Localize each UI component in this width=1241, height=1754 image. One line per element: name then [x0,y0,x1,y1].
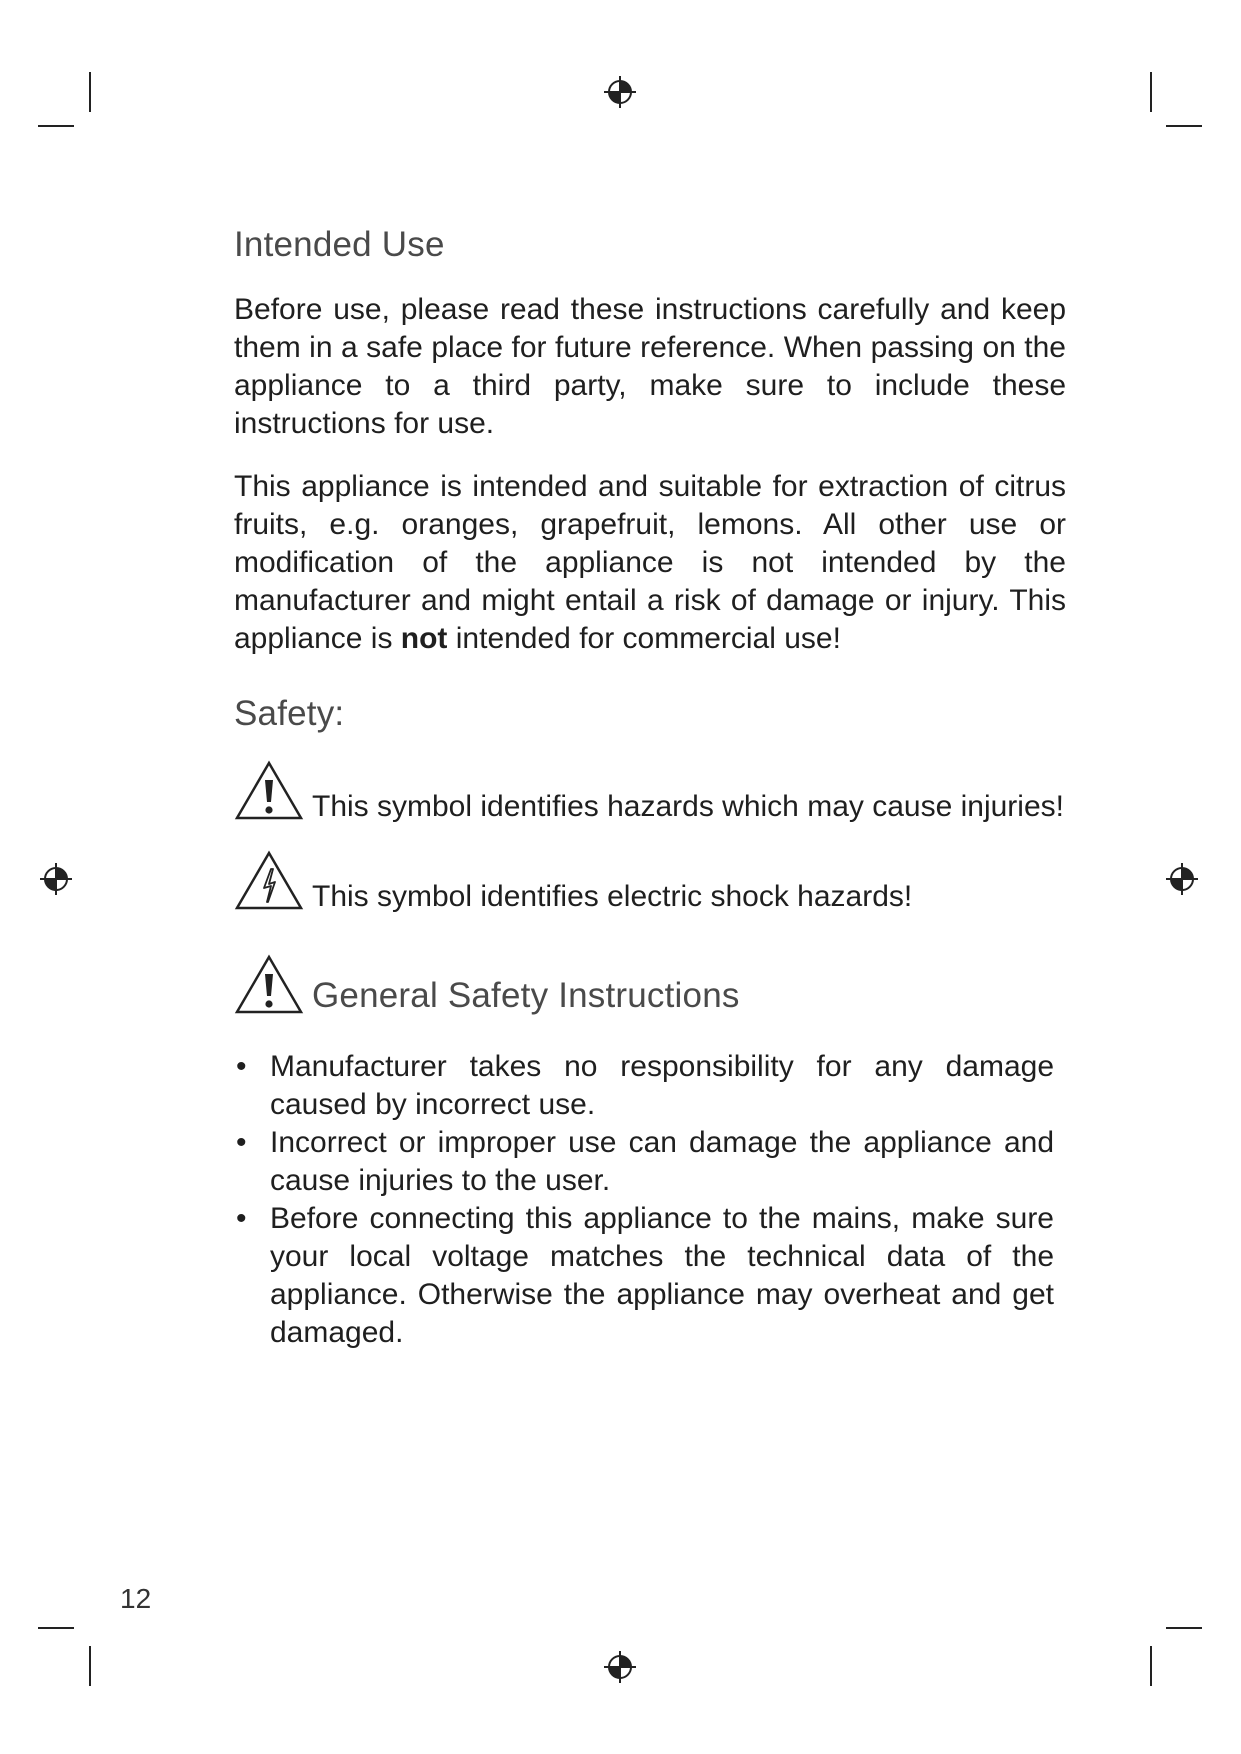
registration-mark-icon [603,1650,637,1684]
crop-mark [38,1627,74,1629]
list-item [234,1124,1054,1200]
list-item-text: Before connecting this appliance to the mains, make sure your local voltage matches the technical data of the appliance. Otherwise the appliance may overheat and get damaged. [270,1202,1054,1349]
crop-mark [38,125,74,127]
bullet-icon: • [236,1202,247,1235]
registration-mark-icon [1165,862,1199,896]
list-item [234,1200,1054,1352]
emphasis-not: not [400,622,448,655]
crop-mark [1166,1627,1202,1629]
crop-mark [89,72,91,112]
warning-triangle-icon [234,760,304,822]
intended-use-paragraph-2 [234,468,1066,658]
electric-shock-warning-icon [234,850,304,912]
crop-mark [1166,125,1202,127]
warning-triangle-icon [234,954,304,1016]
intended-use-paragraph-1: Before use, please read these instructions carefully and keep them in a safe place for future reference. When passing on the appliance to a third party, make sure to include these instructions for use. [234,293,1066,440]
section-heading-intended-use: Intended Use [234,225,445,264]
section-heading-safety: Safety: [234,694,345,733]
general-safety-heading-row [234,954,1074,1020]
crop-mark [89,1646,91,1686]
paragraph-text: This appliance is intended and suitable for extraction of citrus fruits, e.g. oranges, grapefruit, lemons. All other use or modification of the appliance is not intended by the manufacturer and might entail a risk of damage or injury. This appliance is [234,470,1066,655]
paragraph-text: intended for commercial use! [447,622,841,655]
section-heading-general-safety: General Safety Instructions [312,976,740,1015]
crop-mark [1150,72,1152,112]
registration-mark-icon [603,75,637,109]
registration-mark-icon [39,862,73,896]
page-number: 12 [120,1583,152,1614]
list-item-text: Incorrect or improper use can damage the appliance and cause injuries to the user. [270,1126,1054,1197]
shock-symbol-row [234,850,1074,916]
bullet-icon: • [236,1126,247,1159]
bullet-icon: • [236,1050,247,1083]
hazard-symbol-row [234,760,1074,826]
general-safety-list [234,1048,1054,1352]
crop-mark [1150,1646,1152,1686]
hazard-symbol-text: This symbol identifies hazards which may cause injuries! [312,790,1064,823]
list-item-text: Manufacturer takes no responsibility for any damage caused by incorrect use. [270,1050,1054,1121]
list-item [234,1048,1054,1124]
shock-symbol-text: This symbol identifies electric shock hazards! [312,880,913,913]
